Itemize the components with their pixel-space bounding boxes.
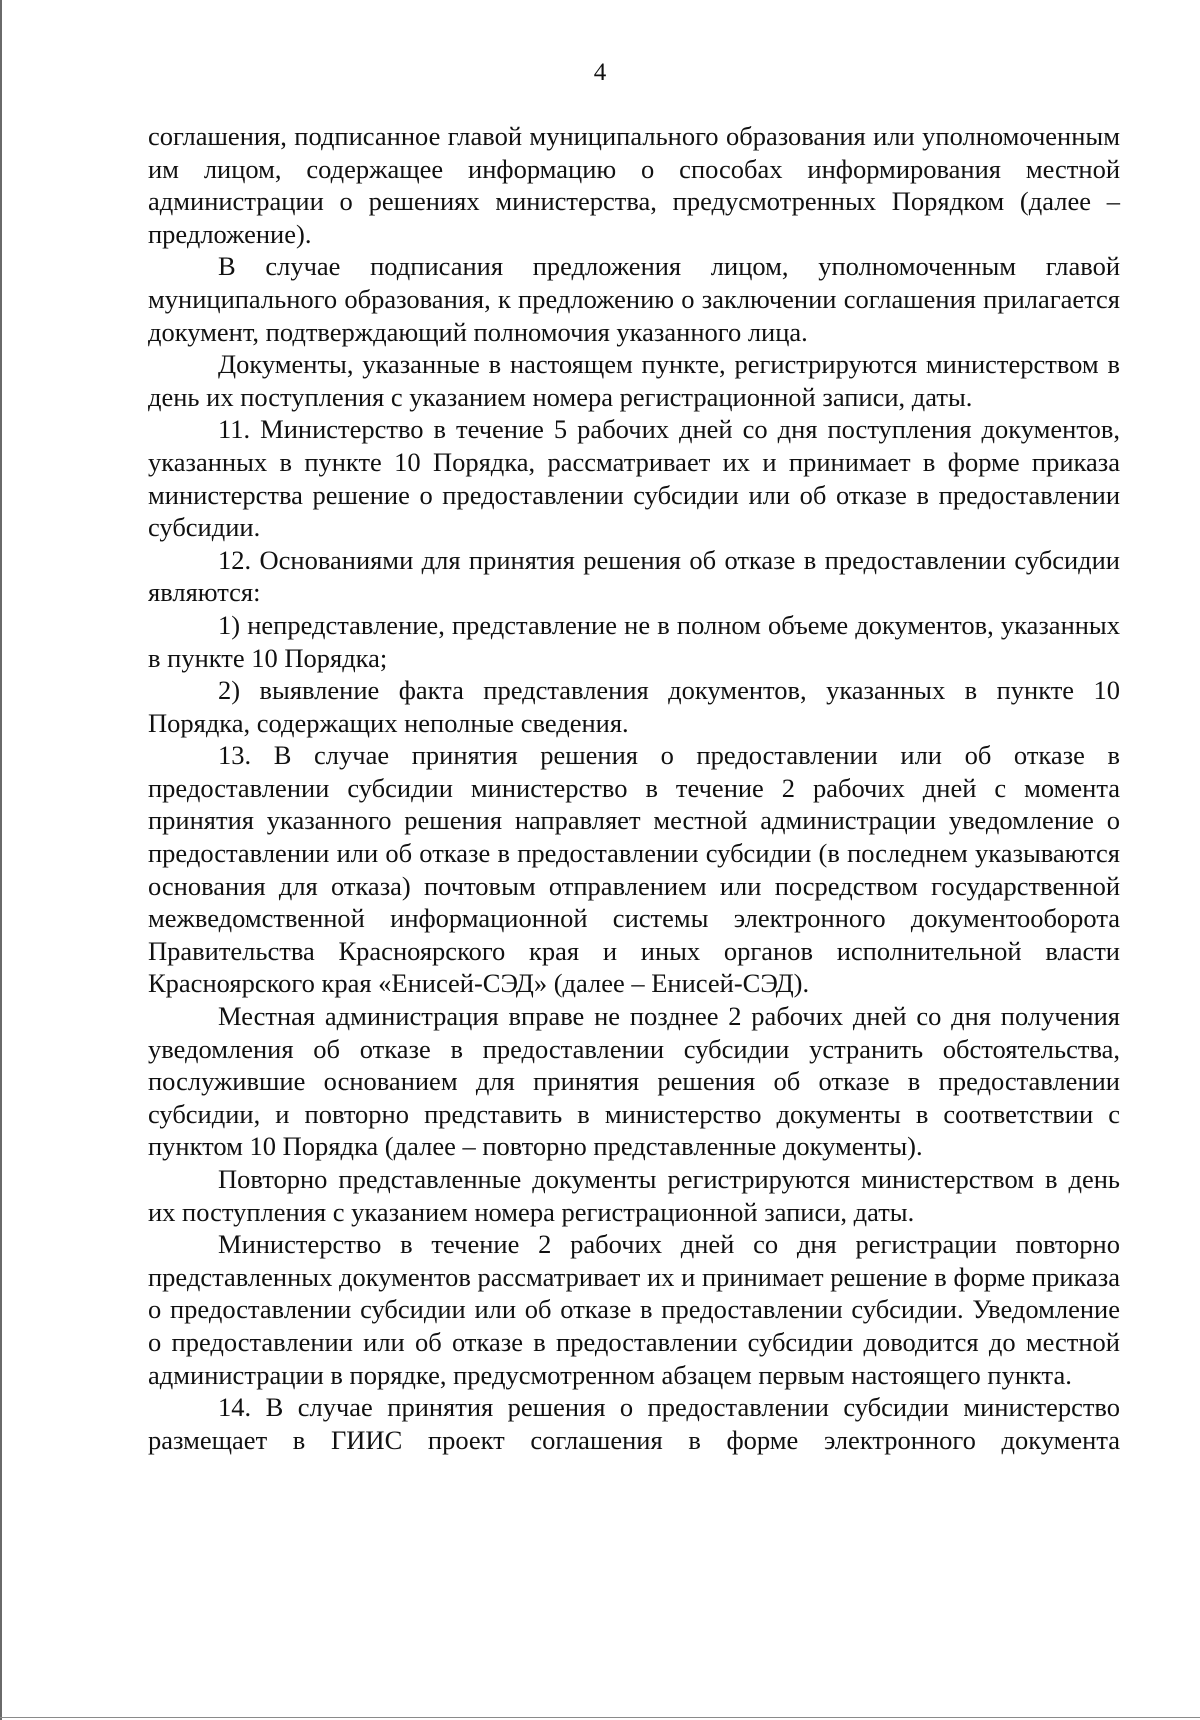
paragraph-item-13-resubmitted: Повторно представленные документы регистрируются министерством в день их поступления с указанием номера регистрационной записи, даты.: [148, 1164, 1120, 1227]
page-number: 4: [593, 59, 607, 86]
paragraph-item-12: 12. Основаниями для принятия решения об отказе в предоставлении субсидии являются:: [148, 544, 1120, 608]
paragraph-item-12-1: 1) непредставление, представление не в полном объеме документов, указанных в пункте 10 Порядка;: [148, 609, 1120, 673]
scan-edge-bottom: [0, 1717, 1200, 1718]
paragraph-item-13: 13. В случае принятия решения о предоставлении или об отказе в предоставлении субсидии министерство в течение 2 рабочих дней с момента принятия указанного решения направляет местной администрации уведомление о предоставлении или об отказе в предоставлении субсидии (в последнем указываются основания для отказа) почтовым отправлением или посредством государственной межведомственной информационной системы электронного документооборота Правительства Красноярского края и иных органов исполнительной власти Красноярского края «Енисей-СЭД» (далее – Енисей-СЭД).: [148, 740, 1120, 999]
document-body: [148, 120, 1120, 1456]
paragraph-item-11: 11. Министерство в течение 5 рабочих дней со дня поступления документов, указанных в пункте 10 Порядка, рассматривает их и принимает в форме приказа министерства решение о предоставлении субсидии или об отказе в предоставлении субсидии.: [148, 414, 1120, 543]
paragraph-item-14: 14. В случае принятия решения о предоставлении субсидии министерство размещает в ГИИС проект соглашения в форме электронного документа: [148, 1392, 1120, 1455]
scan-edge-left: [0, 0, 2, 1720]
paragraph-item-13-local-admin: Местная администрация вправе не позднее 2 рабочих дней со дня получения уведомления об отказе в предоставлении субсидии устранить обстоятельства, послужившие основанием для принятия решения об отказе в предоставлении субсидии, и повторно представить в министерство документы в соответствии с пунктом 10 Порядка (далее – повторно представленные документы).: [148, 1001, 1120, 1162]
paragraph-item-12-2: 2) выявление факта представления документов, указанных в пункте 10 Порядка, содержащих неполные сведения.: [148, 675, 1120, 738]
paragraph-registration: Документы, указанные в настоящем пункте, регистрируются министерством в день их поступления с указанием номера регистрационной записи, даты.: [148, 349, 1120, 412]
paragraph-item-13-review: Министерство в течение 2 рабочих дней со дня регистрации повторно представленных документов рассматривает их и принимает решение в форме приказа о предоставлении субсидии или об отказе в предоставлении субсидии. Уведомление о предоставлении или об отказе в предоставлении субсидии доводится до местной администрации в порядке, предусмотренном абзацем первым настоящего пункта.: [148, 1229, 1120, 1390]
paragraph-signing-authority: В случае подписания предложения лицом, уполномоченным главой муниципального образования, к предложению о заключении соглашения прилагается документ, подтверждающий полномочия указанного лица.: [148, 251, 1120, 347]
paragraph-proposal-end: соглашения, подписанное главой муниципального образования или уполномоченным им лицом, содержащее информацию о способах информирования местной администрации о решениях министерства, предусмотренных Порядком (далее – предложение).: [148, 121, 1120, 249]
